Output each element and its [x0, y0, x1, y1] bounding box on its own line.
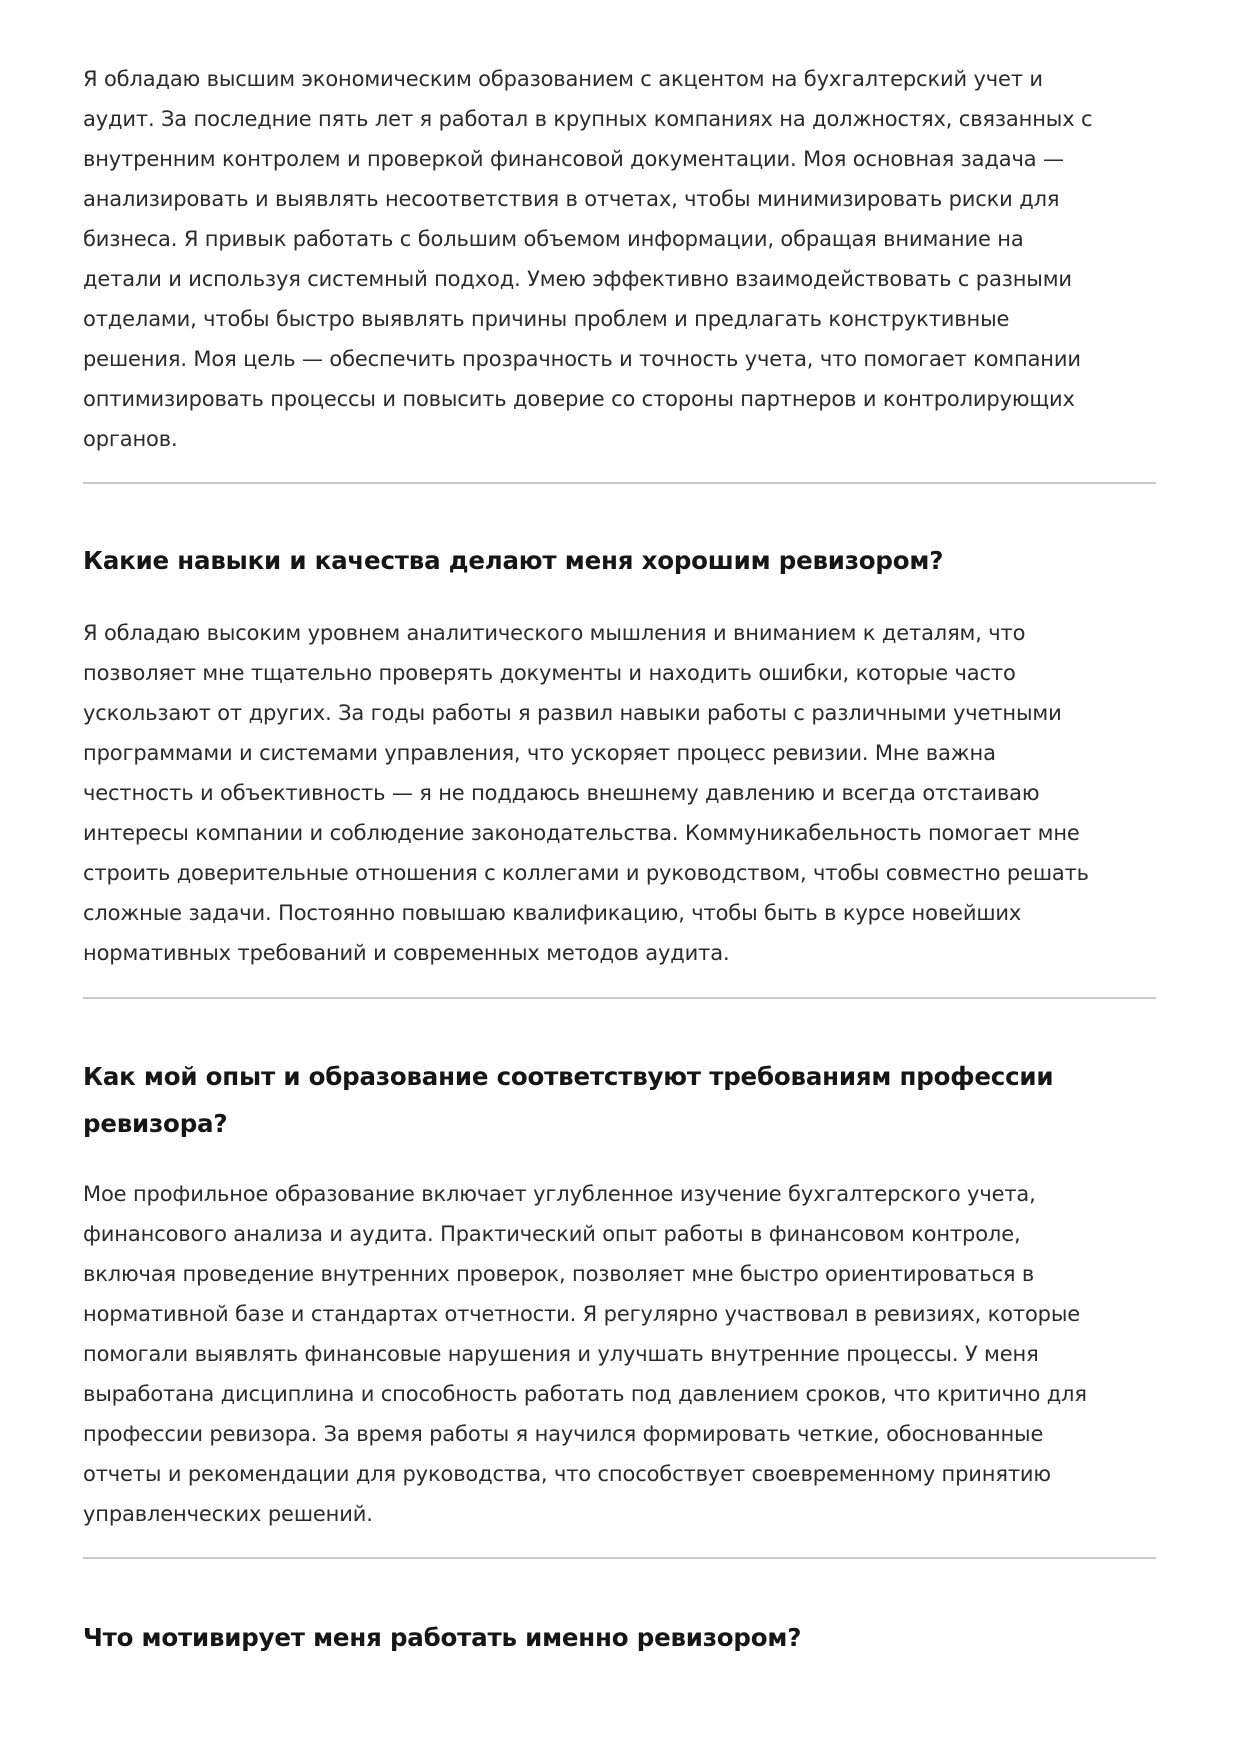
paragraph-line: Я обладаю высоким уровнем аналитического мышления и вниманием к деталям, что — [83, 621, 1026, 645]
paragraph-line: управленческих решений. — [83, 1502, 373, 1526]
paragraph-line: помогали выявлять финансовые нарушения и улучшать внутренние процессы. У меня — [83, 1342, 1039, 1366]
paragraph-line: ускользают от других. За годы работы я развил навыки работы с различными учетными — [83, 701, 1062, 725]
section-divider — [83, 1557, 1156, 1559]
paragraph-line: Я обладаю высшим экономическим образованием с акцентом на бухгалтерский учет и — [83, 67, 1043, 91]
intro-paragraph — [83, 59, 1156, 459]
paragraph-line: финансового анализа и аудита. Практический опыт работы в финансовом контроле, — [83, 1222, 1021, 1246]
paragraph-line: Мое профильное образование включает углубленное изучение бухгалтерского учета, — [83, 1182, 1036, 1206]
paragraph-line: строить доверительные отношения с коллегами и руководством, чтобы совместно решать — [83, 861, 1089, 885]
experience-paragraph — [83, 1174, 1156, 1534]
paragraph-line: аудит. За последние пять лет я работал в крупных компаниях на должностях, связанных с — [83, 107, 1093, 131]
paragraph-line: внутренним контролем и проверкой финансовой документации. Моя основная задача — — [83, 147, 1064, 171]
paragraph-line: анализировать и выявлять несоответствия в отчетах, чтобы минимизировать риски для — [83, 187, 1060, 211]
paragraph-line: включая проведение внутренних проверок, позволяет мне быстро ориентироваться в — [83, 1262, 1035, 1286]
paragraph-line: нормативной базе и стандартах отчетности. Я регулярно участвовал в ревизиях, которые — [83, 1302, 1081, 1326]
skills-paragraph — [83, 613, 1156, 973]
paragraph-line: профессии ревизора. За время работы я научился формировать четкие, обоснованные — [83, 1422, 1044, 1446]
paragraph-line: интересы компании и соблюдение законодательства. Коммуникабельность помогает мне — [83, 821, 1080, 845]
section-heading-skills — [83, 537, 1156, 584]
section-divider — [83, 482, 1156, 484]
paragraph-line: выработана дисциплина и способность работать под давлением сроков, что критично для — [83, 1382, 1087, 1406]
paragraph-line: решения. Моя цель — обеспечить прозрачность и точность учета, что помогает компании — [83, 347, 1081, 371]
paragraph-line: сложные задачи. Постоянно повышаю квалификацию, чтобы быть в курсе новейших — [83, 901, 1022, 925]
paragraph-line: честность и объективность — я не поддаюсь внешнему давлению и всегда отстаиваю — [83, 781, 1040, 805]
paragraph-line: отделами, чтобы быстро выявлять причины проблем и предлагать конструктивные — [83, 307, 1010, 331]
paragraph-line: оптимизировать процессы и повысить доверие со стороны партнеров и контролирующих — [83, 387, 1075, 411]
paragraph-line: программами и системами управления, что ускоряет процесс ревизии. Мне важна — [83, 741, 996, 765]
heading-line: ревизора? — [83, 1109, 228, 1138]
heading-line: Что мотивирует меня работать именно ревизором? — [83, 1623, 802, 1652]
section-heading-experience — [83, 1053, 1156, 1147]
paragraph-line: нормативных требований и современных методов аудита. — [83, 941, 730, 965]
paragraph-line: бизнеса. Я привык работать с большим объемом информации, обращая внимание на — [83, 227, 1024, 251]
paragraph-line: позволяет мне тщательно проверять документы и находить ошибки, которые часто — [83, 661, 1016, 685]
paragraph-line: детали и используя системный подход. Умею эффективно взаимодействовать с разными — [83, 267, 1072, 291]
heading-line: Как мой опыт и образование соответствуют требованиям профессии — [83, 1062, 1054, 1091]
section-heading-motivation — [83, 1614, 1156, 1661]
paragraph-line: отчеты и рекомендации для руководства, что способствует своевременному принятию — [83, 1462, 1051, 1486]
section-divider — [83, 997, 1156, 999]
paragraph-line: органов. — [83, 427, 178, 451]
heading-line: Какие навыки и качества делают меня хорошим ревизором? — [83, 546, 944, 575]
